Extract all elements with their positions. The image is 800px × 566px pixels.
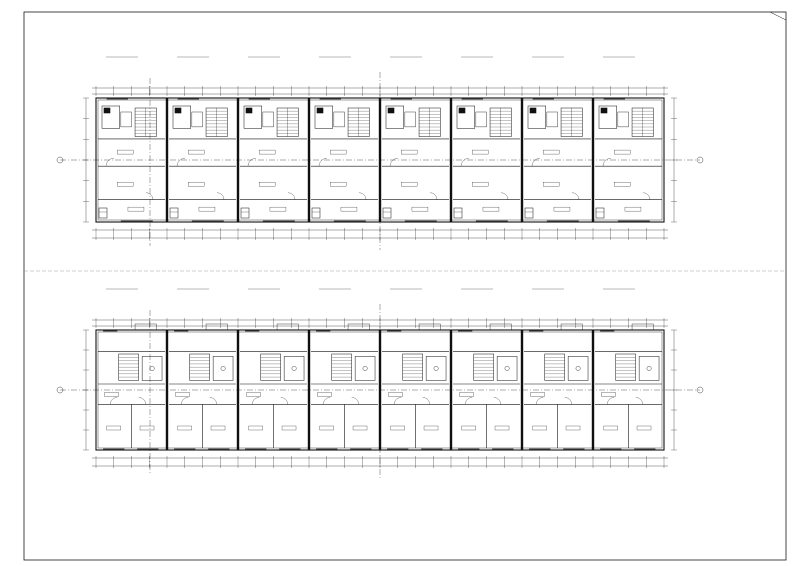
dwelling-unit: [521, 324, 591, 450]
toilet-fixture: [221, 366, 225, 370]
door-swing: [494, 397, 501, 404]
door-swing: [607, 397, 614, 404]
room-tag: [460, 392, 474, 396]
fixture: [601, 108, 607, 113]
room-tag: [330, 182, 346, 186]
room-tag: [199, 207, 215, 211]
room-tag: [412, 207, 428, 211]
room-tag: [543, 150, 559, 154]
room-tag: [614, 182, 630, 186]
room-tag: [495, 426, 509, 430]
lower-floor-plan: [57, 289, 703, 478]
dwelling-unit: [98, 324, 165, 449]
bathroom: [142, 356, 162, 380]
party-wall: [379, 330, 381, 450]
entry-step: [383, 208, 391, 218]
room-tag: [140, 426, 154, 430]
room-tag: [259, 182, 275, 186]
door-swing: [394, 397, 401, 404]
dwelling-unit: [379, 324, 449, 450]
toilet-fixture: [150, 366, 154, 370]
room-tag: [107, 426, 121, 430]
door-swing: [430, 193, 437, 200]
door-swing: [248, 158, 256, 166]
upper-floor-plan: [57, 57, 703, 250]
room-tag: [259, 150, 275, 154]
room-tag: [391, 426, 405, 430]
party-wall: [521, 330, 523, 450]
door-swing: [106, 158, 114, 166]
door-swing: [177, 158, 185, 166]
room-tag: [176, 392, 190, 396]
room-tag: [105, 392, 119, 396]
party-wall: [237, 98, 239, 222]
room-tag: [318, 392, 332, 396]
door-swing: [636, 397, 643, 404]
room-tag: [117, 182, 133, 186]
party-wall: [379, 98, 381, 222]
room-tag: [483, 207, 499, 211]
dwelling-unit: [166, 324, 236, 450]
party-wall: [237, 330, 239, 450]
room-tag: [472, 150, 488, 154]
lower-plan-drawing: [57, 304, 703, 478]
room-tag: [554, 207, 570, 211]
room-tag: [462, 426, 476, 430]
room-tag: [602, 392, 616, 396]
door-swing: [465, 397, 472, 404]
fixture: [530, 108, 536, 113]
door-swing: [352, 397, 359, 404]
entry-step: [241, 208, 249, 218]
party-wall: [521, 98, 523, 222]
party-wall: [592, 98, 594, 222]
room-tag: [543, 182, 559, 186]
balcony: [206, 324, 227, 330]
door-swing: [288, 193, 295, 200]
room-tag: [531, 392, 545, 396]
room-tag: [320, 426, 334, 430]
bathroom: [355, 356, 375, 380]
door-swing: [461, 158, 469, 166]
toilet-fixture: [292, 366, 296, 370]
toilet-fixture: [434, 366, 438, 370]
room-tag: [625, 207, 641, 211]
balcony: [277, 324, 298, 330]
party-wall: [450, 330, 452, 450]
room-tag: [533, 426, 547, 430]
kitchen-counter: [121, 112, 132, 127]
dwelling-unit: [450, 324, 520, 450]
sheet-corner-tick: [770, 12, 786, 20]
room-tag: [637, 426, 651, 430]
door-swing: [210, 397, 217, 404]
door-swing: [603, 158, 611, 166]
fixture: [104, 108, 110, 113]
bathroom: [568, 356, 588, 380]
entry-step: [170, 208, 178, 218]
dwelling-unit: [237, 324, 307, 450]
room-tag: [401, 150, 417, 154]
party-wall: [450, 98, 452, 222]
balcony: [632, 324, 653, 330]
room-tag: [389, 392, 403, 396]
toilet-fixture: [505, 366, 509, 370]
kitchen-counter: [547, 112, 558, 127]
door-swing: [390, 158, 398, 166]
room-tag: [353, 426, 367, 430]
room-tag: [282, 426, 296, 430]
door-swing: [643, 193, 650, 200]
entry-step: [312, 208, 320, 218]
toilet-fixture: [363, 366, 367, 370]
room-tag: [341, 207, 357, 211]
door-swing: [572, 193, 579, 200]
door-swing: [323, 397, 330, 404]
kitchen-counter: [263, 112, 274, 127]
room-tag: [117, 150, 133, 154]
door-swing: [181, 397, 188, 404]
door-swing: [217, 193, 224, 200]
party-wall: [166, 98, 168, 222]
balcony: [348, 324, 369, 330]
kitchen-counter: [405, 112, 416, 127]
entry-step: [596, 208, 604, 218]
bathroom: [284, 356, 304, 380]
door-swing: [281, 397, 288, 404]
bathroom: [426, 356, 446, 380]
room-tag: [188, 182, 204, 186]
room-tag: [178, 426, 192, 430]
room-tag: [604, 426, 618, 430]
kitchen-counter: [618, 112, 629, 127]
party-wall: [166, 330, 168, 450]
room-tag: [247, 392, 261, 396]
door-swing: [110, 397, 117, 404]
party-wall: [308, 98, 310, 222]
door-swing: [423, 397, 430, 404]
dwelling-unit: [308, 324, 378, 450]
bathroom: [497, 356, 517, 380]
door-swing: [501, 193, 508, 200]
room-tag: [614, 150, 630, 154]
door-swing: [536, 397, 543, 404]
door-swing: [359, 193, 366, 200]
kitchen-counter: [476, 112, 487, 127]
balcony: [561, 324, 582, 330]
upper-plan-drawing: [57, 72, 703, 250]
fixture: [246, 108, 252, 113]
door-swing: [565, 397, 572, 404]
door-swing: [532, 158, 540, 166]
entry-step: [525, 208, 533, 218]
party-wall: [592, 330, 594, 450]
fixture: [175, 108, 181, 113]
door-swing: [139, 397, 146, 404]
fixture: [317, 108, 323, 113]
toilet-fixture: [647, 366, 651, 370]
balcony: [135, 324, 156, 330]
party-wall: [308, 330, 310, 450]
room-tag: [472, 182, 488, 186]
fixture: [459, 108, 465, 113]
bathroom: [213, 356, 233, 380]
kitchen-counter: [192, 112, 203, 127]
kitchen-counter: [334, 112, 345, 127]
room-tag: [249, 426, 263, 430]
room-tag: [128, 207, 144, 211]
room-tag: [566, 426, 580, 430]
room-tag: [401, 182, 417, 186]
door-swing: [319, 158, 327, 166]
sheet-border: [24, 12, 786, 560]
entry-step: [99, 208, 107, 218]
entry-step: [454, 208, 462, 218]
door-swing: [146, 193, 153, 200]
balcony: [490, 324, 511, 330]
room-tag: [270, 207, 286, 211]
door-swing: [252, 397, 259, 404]
room-tag: [330, 150, 346, 154]
room-tag: [424, 426, 438, 430]
dwelling-unit: [592, 324, 662, 450]
room-tag: [188, 150, 204, 154]
balcony: [419, 324, 440, 330]
bathroom: [639, 356, 659, 380]
room-tag: [211, 426, 225, 430]
toilet-fixture: [576, 366, 580, 370]
fixture: [388, 108, 394, 113]
